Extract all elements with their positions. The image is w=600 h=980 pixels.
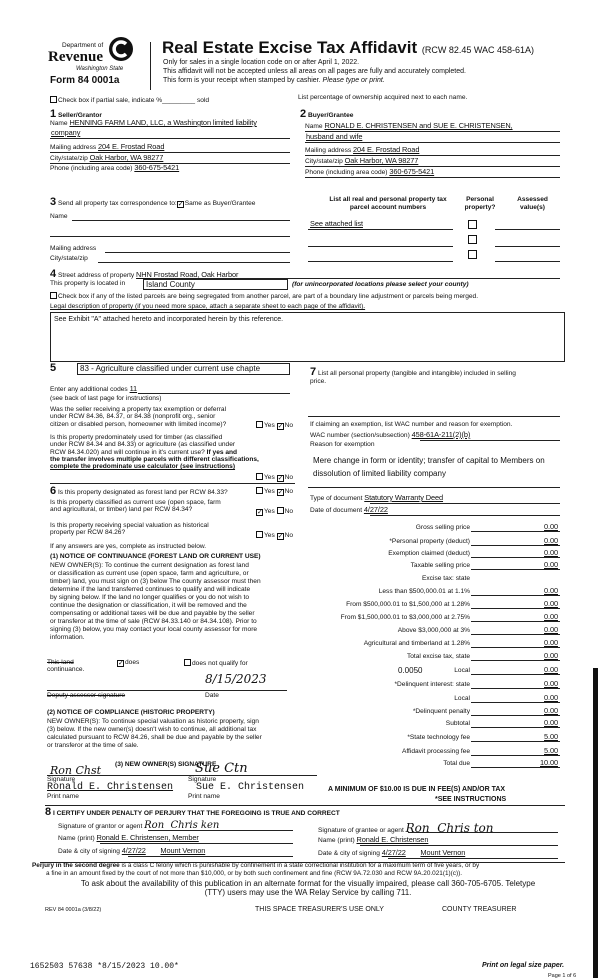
tax-row-label: Total excise tax, state bbox=[406, 653, 470, 660]
notice-continuance-title: (1) NOTICE OF CONTINUANCE (FOREST LAND OR CURRENT USE) bbox=[50, 553, 261, 560]
seller-phone-field[interactable]: Phone (including area code) 360-675-5421 bbox=[50, 163, 180, 172]
seller-name-field[interactable]: Name HENNING FARM LAND, LLC, a Washington limited liability bbox=[50, 118, 257, 127]
certify-statement: 8 I CERTIFY UNDER PENALTY OF PERJURY THAT THE FOREGOING IS TRUE AND CORRECT bbox=[45, 806, 340, 818]
if-yes-note: If any answers are yes, complete as instructed below. bbox=[50, 543, 207, 550]
timber-yes-no[interactable]: Yes ✓No bbox=[256, 473, 293, 482]
signature-label-2: Signature bbox=[188, 776, 217, 783]
notice-line: compensating or additional taxes will be due and payable by the seller bbox=[50, 610, 255, 618]
tax-row-label: Total due bbox=[443, 760, 470, 767]
tax-row-value[interactable]: 0.00 bbox=[544, 679, 558, 688]
seller-city-field[interactable]: City/state/zip Oak Harbor, WA 98277 bbox=[50, 153, 164, 162]
county-note: (for unincorporated locations please select your county) bbox=[292, 281, 469, 288]
header-divider bbox=[150, 42, 151, 90]
owner-signature-2: Sue Ctn bbox=[195, 761, 248, 776]
corr-name-label: Name bbox=[50, 213, 68, 220]
tax-row-value[interactable]: 0.00 bbox=[544, 560, 558, 569]
notice-line: or transferor at the time of sale. bbox=[47, 742, 139, 750]
personal-checkbox-1[interactable] bbox=[468, 220, 477, 229]
correspondence-heading: 3 Send all property tax correspondence to:✓Same as Buyer/Grantee bbox=[50, 196, 256, 208]
tax-row-value[interactable]: 0.00 bbox=[544, 586, 558, 595]
tax-row-label: *Delinquent interest: state bbox=[394, 681, 470, 688]
this-land-label: This land continuance. bbox=[47, 659, 85, 674]
tax-row-value[interactable]: 0.00 bbox=[544, 651, 558, 660]
dept-label: Department of bbox=[62, 42, 104, 49]
exemption-claim-label: If claiming an exemption, list WAC number and reason for exemption. bbox=[310, 421, 513, 428]
date-label: Date bbox=[205, 692, 219, 699]
does-qualify-checkbox[interactable]: ✓does bbox=[118, 659, 140, 667]
corr-mailing-label: Mailing address bbox=[50, 245, 97, 252]
notice-line: timber) land, you must sign on (3) below The county assessor must then bbox=[50, 578, 261, 586]
notice-line: calculated pursuant to RCW 84.26, shall be due and payable by the seller bbox=[47, 734, 262, 742]
reason-text[interactable]: Mere change in form or identity; transfer of capital to Members on dissolution of limited liability company bbox=[313, 456, 545, 478]
tax-row-value[interactable]: 0.00 bbox=[544, 693, 558, 702]
tax-row-value[interactable]: 0.00 bbox=[544, 638, 558, 647]
personal-property-label: 7 List all personal property (tangible and intangible) included in selling price. bbox=[310, 366, 516, 386]
revenue-logo-text: Revenue bbox=[48, 49, 103, 65]
tax-row-label: Agricultural and timberland at 1.28% bbox=[363, 640, 470, 647]
notice-continuance-text bbox=[50, 562, 261, 642]
notice-line: by signing below. If the land no longer qualifies or you do not wish to bbox=[50, 594, 250, 602]
notice-line: continue the designation or classification, it will be removed and the bbox=[50, 602, 247, 610]
current-use-question: Is this property classified as current use (open space, farm and agricultural, or timber) land per RCW 84.34? bbox=[50, 499, 221, 514]
located-label: This property is located in bbox=[50, 280, 126, 287]
document-date-field[interactable]: Date of document 4/27/22 bbox=[310, 505, 388, 514]
tax-row-value[interactable]: 0.00 bbox=[544, 665, 558, 674]
buyer-heading: 2 Buyer/Grantee bbox=[300, 108, 354, 120]
grantee-signature-field[interactable]: Signature of grantee or agent Ron Chris ton bbox=[318, 821, 494, 835]
personal-col-header: Personal property? bbox=[464, 196, 496, 211]
notice-line: (3) below. If the new owner(s) doesn't wish to continue, all additional tax bbox=[47, 726, 257, 734]
tax-row-value[interactable]: 0.00 bbox=[544, 599, 558, 608]
tax-row-value[interactable]: 0.00 bbox=[544, 706, 558, 715]
tax-row-value[interactable]: 0.00 bbox=[544, 612, 558, 621]
see-instructions: *SEE INSTRUCTIONS bbox=[435, 796, 507, 803]
deputy-assessor-label: Deputy assessor signature bbox=[47, 692, 126, 699]
notice-line: NEW OWNER(S): To continue special valuation as historic property, sign bbox=[47, 718, 259, 725]
tax-row-value[interactable]: 5.00 bbox=[544, 746, 558, 755]
tax-row-label: *Delinquent penalty bbox=[412, 708, 470, 715]
seller-mailing-field[interactable]: Mailing address 204 E. Frostad Road bbox=[50, 142, 165, 151]
land-use-code-select[interactable]: 83 - Agriculture classified under current use chapte bbox=[77, 363, 290, 375]
forest-yes-no[interactable]: Yes ✓No bbox=[256, 487, 293, 496]
new-owner-signature-label: (3) NEW OWNER(S) SIGNATURE bbox=[115, 761, 217, 768]
county-select[interactable]: Island County bbox=[143, 279, 288, 290]
timber-question: Is this property predominately used for timber (as classified under RCW 84.34 and 84.33) or agriculture (as classified under RCW 84.34.020) and will continue in it's current use? If yes and the transfer involves multiple parcels with different classifications, complete the predominate use calculator (see instructions) bbox=[50, 434, 259, 470]
print-name-2: Sue E. Christensen bbox=[196, 782, 305, 793]
legal-paper-note: Print on legal size paper. bbox=[482, 962, 565, 969]
tax-row-value[interactable]: 0.00 bbox=[544, 522, 558, 531]
parcel-row-1[interactable]: See attached list bbox=[310, 219, 363, 228]
treasurer-use-label: THIS SPACE TREASURER'S USE ONLY bbox=[255, 906, 384, 913]
grantor-name-field[interactable]: Name (print) Ronald E. Christensen, Member bbox=[58, 833, 199, 842]
buyer-city-field[interactable]: City/state/zip Oak Harbor, WA 98277 bbox=[305, 156, 419, 165]
section-5-number: 5 bbox=[50, 362, 57, 374]
parcel-col-header: List all real and personal property tax parcel account numbers bbox=[329, 196, 447, 211]
historical-yes-no[interactable]: Yes ✓No bbox=[256, 531, 293, 540]
additional-codes-field[interactable]: Enter any additional codes 11 bbox=[50, 384, 138, 393]
assessed-col-header: Assessed value(s) bbox=[517, 196, 548, 211]
current-use-yes-no[interactable]: ✓Yes No bbox=[257, 508, 294, 516]
seller-heading: 1 Seller/Grantor bbox=[50, 108, 102, 120]
tax-row-label: Exemption claimed (deduct) bbox=[388, 550, 470, 557]
document-type-field[interactable]: Type of document Statutory Warranty Deed bbox=[310, 493, 444, 502]
notice-compliance-title: (2) NOTICE OF COMPLIANCE (HISTORIC PROPERTY) bbox=[47, 709, 215, 716]
tax-row-label: Less than $500,000.01 at 1.1% bbox=[378, 588, 470, 595]
notice-line: or transferor at the time of sale (RCW 84.33.140 or 84.34.108). Prior to bbox=[50, 618, 257, 626]
tax-row-value[interactable]: 0.00 bbox=[544, 548, 558, 557]
exemption-yes-no[interactable]: Yes ✓No bbox=[256, 421, 293, 430]
notice-line: or classification as current use (open space, farm and agriculture, or bbox=[50, 570, 249, 578]
page-title: Real Estate Excise Tax Affidavit (RCW 82.45 WAC 458-61A) bbox=[162, 38, 535, 57]
street-address-field[interactable]: 4 Street address of property NHN Frostad Road, Oak Harbor bbox=[50, 268, 239, 280]
dor-logo-icon bbox=[108, 36, 134, 62]
accessibility-notice: To ask about the availability of this publication in an alternate format for the visually impaired, please call 360-705-6705. Teletype (TTY) users may use the WA Relay Service by calling 711. bbox=[80, 879, 536, 897]
tax-row-value[interactable]: 0.00 bbox=[544, 718, 558, 727]
minimum-due-note: A MINIMUM OF $10.00 IS DUE IN FEE(S) AND/OR TAX bbox=[328, 786, 506, 793]
grantor-date-city-field[interactable]: Date & city of signing 4/27/22 Mount Vernon bbox=[58, 846, 206, 855]
reason-label: Reason for exemption bbox=[310, 441, 375, 448]
personal-checkbox-3[interactable] bbox=[468, 250, 477, 259]
tax-row-label: *Personal property (deduct) bbox=[389, 538, 470, 545]
partial-sale-checkbox[interactable]: Check box if partial sale, indicate %_________ sold bbox=[50, 96, 209, 105]
local-rate: 0.0050 bbox=[398, 666, 423, 675]
legal-desc-label: Legal description of property (if you need more space, attach a separate sheet to each page of the affidavit). bbox=[50, 303, 366, 310]
ownership-note: List percentage of ownership acquired next to each name. bbox=[298, 94, 468, 101]
print-name-label-2: Print name bbox=[188, 793, 220, 800]
receipt-stamp: 1652503 57638 *8/15/2023 10.00* bbox=[30, 962, 179, 971]
notice-compliance-text bbox=[47, 718, 262, 750]
tax-row-value[interactable]: 0.00 bbox=[544, 625, 558, 634]
buyer-phone-field[interactable]: Phone (including area code) 360-675-5421 bbox=[305, 167, 435, 176]
notice-line: determine if the land transferred continues to qualify and will indicate bbox=[50, 586, 251, 594]
tax-row-label: Gross selling price bbox=[415, 524, 470, 531]
tax-row-label: Affidavit processing fee bbox=[401, 748, 470, 755]
tax-row-label: From $1,500,000.01 to $3,000,000 at 2.75% bbox=[340, 614, 470, 621]
personal-checkbox-2[interactable] bbox=[468, 235, 477, 244]
segregated-checkbox[interactable]: Check box if any of the listed parcels are being segregated from another parcel, are part of a boundary line adjustment or parcels being merged. bbox=[50, 292, 478, 301]
grantee-date-city-field[interactable]: Date & city of signing 4/27/22 Mount Vernon bbox=[318, 848, 466, 857]
county-treasurer-label: COUNTY TREASURER bbox=[442, 906, 517, 913]
same-as-buyer-checkbox[interactable]: ✓ bbox=[177, 201, 184, 208]
buyer-name-field[interactable]: Name RONALD E. CHRISTENSEN and SUE E. CHRISTENSEN, bbox=[305, 121, 513, 130]
signature-label-1: Signature bbox=[47, 776, 76, 783]
tax-row-label: Local bbox=[454, 695, 470, 702]
grantor-signature-field[interactable]: Signature of grantor or agent Ron Chris ken bbox=[58, 820, 220, 831]
buyer-mailing-field[interactable]: Mailing address 204 E. Frostad Road bbox=[305, 145, 420, 154]
forest-land-question: 6 Is this property designated as forest land per RCW 84.33? bbox=[50, 485, 228, 497]
assessor-date: 8/15/2023 bbox=[205, 672, 267, 686]
state-label: Washington State bbox=[76, 66, 124, 72]
exemption-question: Was the seller receiving a property tax exemption or deferral under RCW 84.36, 84.37, or 84.38 (nonprofit org., senior citizen or disabled person, homeowner with limited income)? bbox=[50, 406, 227, 428]
tax-row-value[interactable]: 5.00 bbox=[544, 732, 558, 741]
perjury-notice: Perjury in the second degree is a class C felony which is punishable by confinement in a state correctional institution for a maximum term of five years, or by a fine in an amount fixed by the court of not more than $10,000, or by both such confinement and fine (RCW 9A.72.030 and RCW 9A.20.021(1)(c)). bbox=[32, 862, 480, 877]
tax-row-label: *State technology fee bbox=[407, 734, 470, 741]
page-number: Page 1 of 6 bbox=[548, 973, 577, 979]
header-note-2: This affidavit will not be accepted unless all areas on all pages are fully and accurately completed. bbox=[163, 68, 466, 75]
notice-line: NEW OWNER(S): To continue the current designation as forest land bbox=[50, 562, 249, 569]
notice-line: signing (3) below, you may contact your local county assessor for more bbox=[50, 626, 258, 634]
tax-row-label: Excise tax: state bbox=[421, 575, 470, 582]
wac-number-field[interactable]: WAC number (section/subsection) 458-61A-211(2)(b) bbox=[310, 430, 471, 439]
tax-row-label: Local bbox=[454, 667, 470, 674]
header-note-3: This form is your receipt when stamped by cashier. Please type or print. bbox=[163, 77, 385, 84]
notice-line: information. bbox=[50, 634, 85, 642]
tax-row-label: Above $3,000,000 at 3% bbox=[397, 627, 470, 634]
scan-edge bbox=[593, 668, 598, 978]
corr-city-label: City/state/zip bbox=[50, 255, 88, 262]
seller-name-cont[interactable]: company bbox=[51, 128, 81, 137]
print-name-label-1: Print name bbox=[47, 793, 79, 800]
tax-row-value[interactable]: 10.00 bbox=[540, 758, 558, 767]
print-name-1: Ronald E. Christensen bbox=[47, 782, 174, 793]
grantee-name-field[interactable]: Name (print) Ronald E. Christensen bbox=[318, 835, 429, 844]
tax-row-label: Subtotal bbox=[445, 720, 470, 727]
does-not-qualify-checkbox[interactable]: does not qualify for bbox=[184, 659, 248, 668]
historical-question: Is this property receiving special valuation as historical property per RCW 84.26? bbox=[50, 522, 209, 537]
tax-row-label: Taxable selling price bbox=[410, 562, 470, 569]
see-instructions-note: (see back of last page for instructions) bbox=[50, 395, 162, 402]
header-note-1: Only for sales in a single location code on or after April 1, 2022. bbox=[163, 59, 360, 66]
form-number: Form 84 0001a bbox=[50, 75, 120, 86]
legal-description-textarea[interactable]: See Exhibit "A" attached hereto and incorporated herein by this reference. bbox=[50, 312, 565, 362]
owner-signature-1: Ron Chst bbox=[50, 764, 102, 777]
buyer-name-cont[interactable]: husband and wife bbox=[306, 132, 363, 141]
revision-label: REV 84 0001a (3/8/22) bbox=[45, 907, 102, 913]
tax-row-value[interactable]: 0.00 bbox=[544, 536, 558, 545]
tax-row-label: From $500,000.01 to $1,500,000 at 1.28% bbox=[346, 601, 470, 608]
